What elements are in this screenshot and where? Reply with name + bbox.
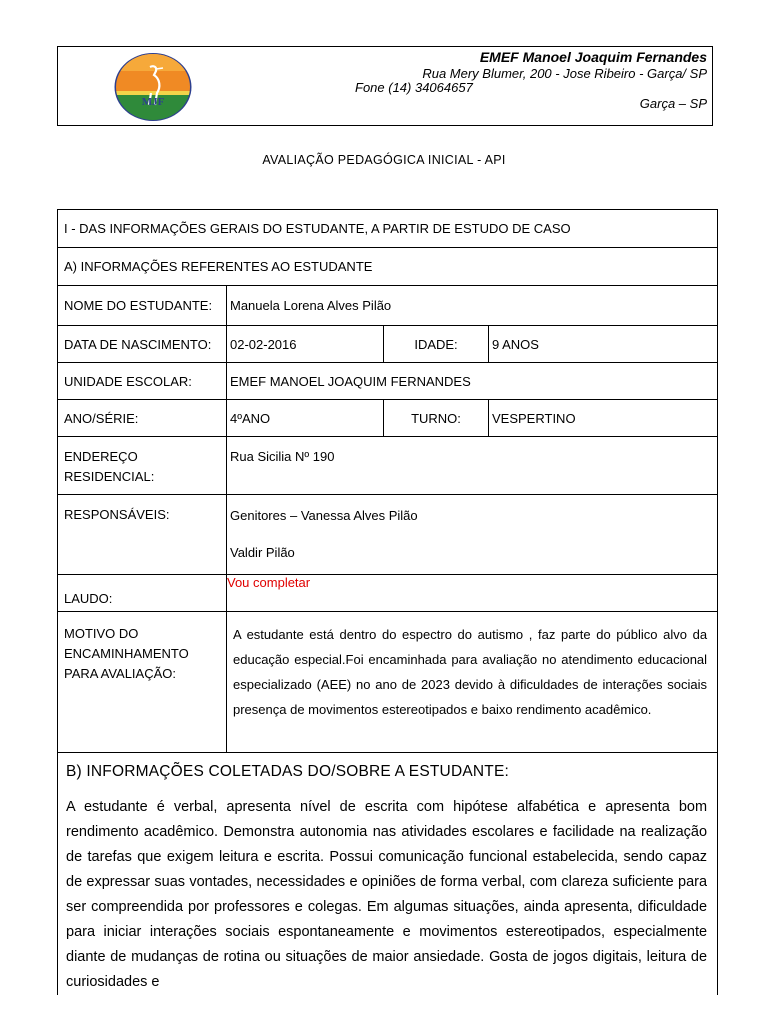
- idade-value: 9 ANOS: [489, 326, 718, 363]
- svg-text:MJF: MJF: [141, 96, 165, 108]
- turno-label: TURNO:: [384, 400, 489, 437]
- unidade-value: EMEF MANOEL JOAQUIM FERNANDES: [227, 363, 718, 400]
- school-phone: Fone (14) 34064657: [355, 80, 473, 95]
- section-b-title: B) INFORMAÇÕES COLETADAS DO/SOBRE A ESTUDANTE:: [66, 763, 509, 780]
- heron-logo-icon: [113, 53, 193, 121]
- section-b-text: A estudante é verbal, apresenta nível de escrita com hipótese alfabética e apresenta bom rendimento acadêmico. Demonstra autonomia nas atividades escolares e facilidade na realização de tarefas que exigem leitura e escrita. Possui comunicação funcional estabelecida, sendo capaz de expressar suas vontades, necessidades e opiniões de forma verbal, com clareza suficiente para ser compreendida por professores e colegas. Em algumas situações, ainda apresenta, dificuldade para iniciar interações sociais espontaneamente e movimentos estereotipados, especialmente diante de mudanças de rotina ou situações de maior ansiedade. Gosta de jogos digitais, leitura de curiosidades e: [66, 799, 708, 990]
- nome-value: Manuela Lorena Alves Pilão: [227, 286, 718, 326]
- section-b: [58, 753, 718, 996]
- motivo-label-line-1: MOTIVO DO: [64, 626, 139, 641]
- responsaveis-label: RESPONSÁVEIS:: [58, 495, 227, 575]
- responsaveis-value: [227, 495, 718, 575]
- ano-label: ANO/SÉRIE:: [58, 400, 227, 437]
- document-title: AVALIAÇÃO PEDAGÓGICA INICIAL - API: [262, 153, 506, 167]
- laudo-value: Vou completar: [227, 575, 718, 612]
- endereco-label: [58, 437, 227, 495]
- motivo-label-line-3: PARA AVALIAÇÃO:: [64, 666, 176, 681]
- responsaveis-line-1: Genitores – Vanessa Alves Pilão: [230, 508, 418, 523]
- school-name: EMEF Manoel Joaquim Fernandes: [479, 49, 707, 65]
- endereco-label-line-2: RESIDENCIAL:: [64, 469, 155, 484]
- section-i-title: I - DAS INFORMAÇÕES GERAIS DO ESTUDANTE, A PARTIR DE ESTUDO DE CASO: [58, 210, 718, 248]
- section-a-title: A) INFORMAÇÕES REFERENTES AO ESTUDANTE: [58, 248, 718, 286]
- motivo-label-line-2: ENCAMINHAMENTO: [64, 646, 189, 661]
- school-address: Rua Mery Blumer, 200 - Jose Ribeiro - Garça/ SP: [422, 66, 707, 81]
- turno-value: VESPERTINO: [489, 400, 718, 437]
- motivo-value: A estudante está dentro do espectro do autismo , faz parte do público alvo da educação especial.Foi encaminhada para avaliação no atendimento educacional especializado (AEE) no ano de 2023 devido à dificuldades de interações sociais presença de movimentos estereotipados e baixo rendimento acadêmico.: [227, 612, 718, 753]
- student-form: [57, 209, 717, 995]
- motivo-label: [58, 612, 227, 753]
- endereco-label-line-1: ENDEREÇO: [64, 449, 138, 464]
- responsaveis-line-2: Valdir Pilão: [230, 545, 295, 560]
- school-city: Garça – SP: [639, 96, 707, 111]
- school-header: [57, 46, 713, 126]
- nome-label: NOME DO ESTUDANTE:: [58, 286, 227, 326]
- endereco-value: Rua Sicilia Nº 190: [227, 437, 718, 495]
- idade-label: IDADE:: [384, 326, 489, 363]
- ano-value: 4ºANO: [227, 400, 384, 437]
- unidade-label: UNIDADE ESCOLAR:: [58, 363, 227, 400]
- nascimento-value: 02-02-2016: [227, 326, 384, 363]
- nascimento-label: DATA DE NASCIMENTO:: [58, 326, 227, 363]
- laudo-label: LAUDO:: [58, 575, 227, 612]
